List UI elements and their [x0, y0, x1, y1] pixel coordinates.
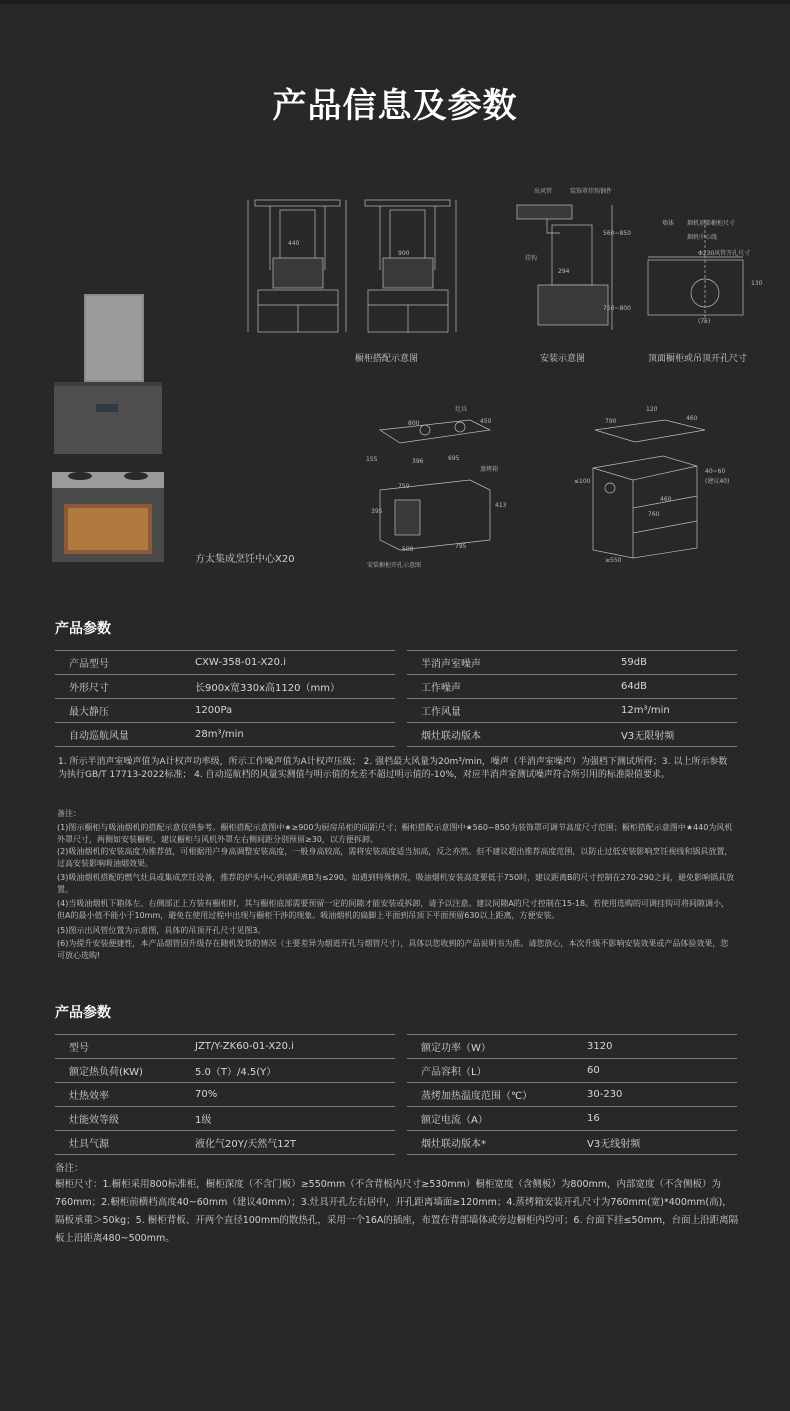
stove-label: 灶具 [455, 406, 468, 413]
dim-130: 130 [751, 280, 763, 287]
table-cell: 30-230 [573, 1083, 737, 1107]
table-cell: 1200Pa [181, 699, 401, 723]
dim-294: 294 [558, 268, 570, 275]
dim-40-60: 40~60 [705, 468, 726, 475]
table1-heading: 产品参数 [55, 621, 111, 637]
table-cell: 蒸烤加热温度范围（℃） [401, 1083, 573, 1107]
notes2-text: 橱柜尺寸：1.橱柜采用800标准柜，橱柜深度（不含门板）≥550mm（不含背板内尺寸≥530mm）橱柜宽度（含侧板）为800mm，内部宽度（不含侧板）为760mm；2.橱柜前横档高度40~60mm（建议40mm）；3.灶具开孔左右居中，开孔距离墙面≥120mm；4.蒸烤箱安装开孔尺寸为760mm(宽)*400mm(高)，隔板承重＞50kg；5. 橱柜背板、开两个直径100mm的散热孔，采用一个16A的插座，布置在背部墙体或旁边橱柜内均可；6. 台面下挂≤50mm，台面上沿距离隔板上沿距离480~500mm。 [55, 1179, 739, 1244]
table-cell: 12m³/min [607, 699, 737, 723]
product-image [52, 294, 164, 562]
dim-790: 790 [605, 418, 617, 425]
install-diagram [512, 185, 622, 340]
dim-560: 560~850 [603, 230, 631, 237]
dim-395: 395 [371, 508, 383, 515]
notes1-item: (2)吸油烟机的安装高度为推荐值，可根据用户身高调整安装高度，一般身高较高，需将安装高度适当加高，反之亦然。但不建议超出推荐高度范围，以防止过低安装影响烹饪视线和锅具放置，过高安装影响吸油烟效果。 [57, 847, 733, 868]
table-cell: 产品容积（L） [401, 1059, 573, 1083]
table-row [55, 1083, 737, 1107]
table-cell: 16 [573, 1107, 737, 1131]
table-cell: 3120 [573, 1035, 737, 1059]
table-row [55, 675, 737, 699]
dim-460b: 460 [660, 496, 672, 503]
cabinet-hole-caption: 安装橱柜开孔示意图 [367, 562, 422, 569]
table2-heading: 产品参数 [55, 1005, 111, 1021]
table-row [55, 1035, 737, 1059]
top-label-wall: 墙体 [662, 220, 675, 227]
table1-footnote: 1. 所示半消声室噪声值为A计权声功率级，所示工作噪声值为A计权声压级； 2. 强档最大风量为20m³/min，噪声（半消声室噪声）为强档下测试所得；3. 以上所示参数为执行GB/T 17713-2022标准； 4. 自动巡航档的风量实测值与明示值的允差不超过明示值的-10%，对应半消声室测试噪声符合所引用的标准限值要求。 [58, 757, 728, 780]
page-title: 产品信息及参数 [272, 86, 518, 126]
steamer-label: 蒸烤箱 [480, 466, 499, 473]
product-caption: 方太集成烹饪中心X20 [195, 554, 295, 565]
table-cell: JZT/Y-ZK60-01-X20.i [181, 1035, 401, 1059]
dim-900: 900 [398, 250, 410, 257]
table-cell: 工作风量 [401, 699, 607, 723]
table-cell: 额定电流（A） [401, 1107, 573, 1131]
dim-100: ≤100 [574, 478, 591, 485]
top-hole-caption: 顶面橱柜或吊顶开孔尺寸 [648, 354, 748, 364]
top-label-duct: Φ230风管开孔尺寸 [698, 250, 751, 257]
table-row [55, 651, 737, 675]
table-cell: 灶热效率 [55, 1083, 181, 1107]
dim-396: 396 [412, 458, 424, 465]
table-cell: 64dB [607, 675, 737, 699]
notes1-item: (4)当吸油烟机下箱体左、右侧部正上方装有橱柜时，其与橱柜底部需要预留一定的间隙才能安装或拆卸，请予以注意。建议间隙A的尺寸控制在15-18。若使用选购的可调挂钩可将间隙调小，但A的最小值不能小于10mm，避免在使用过程中出现与橱柜干涉的现象。吸油烟机的扁脚上平面到吊顶下平面预留630以上距离，方便安装。 [57, 899, 730, 920]
dim-450: 450 [480, 418, 492, 425]
notes1-title: 备注： [57, 809, 81, 818]
table-cell: 灶能效等级 [55, 1107, 181, 1131]
dim-75: (75) [698, 318, 711, 325]
dim-40-60-note: (建议40) [705, 478, 730, 485]
notes1-item: (1)图示橱柜与吸油烟机的搭配示意仅供参考。橱柜搭配示意图中★≥900为厨房吊柜的间距尺寸；橱柜搭配示意图中★560~850为装饰罩可调节高度尺寸范围；橱柜搭配示意图中★440为风机外罩尺寸，两侧如安装橱柜，建议橱柜与风机外罩左右侧间距分别预留≥30，以方便拆卸。 [57, 823, 733, 844]
table-cell: V3无线射频 [573, 1131, 737, 1155]
table-cell: 自动巡航风量 [55, 723, 181, 747]
dim-750b: 750 [398, 483, 410, 490]
table-row [55, 723, 737, 747]
top-label-panel: 烟机顶部橱柜尺寸 [687, 220, 736, 227]
table-cell: 额定功率（W） [401, 1035, 573, 1059]
table-cell: 5.0（T）/4.5(Y） [181, 1059, 401, 1083]
dim-550: ≥550 [605, 557, 622, 564]
dim-795: 795 [455, 543, 467, 550]
dim-695: 695 [448, 455, 460, 462]
table-cell: 型号 [55, 1035, 181, 1059]
table-cell: 59dB [607, 651, 737, 675]
notes1-item: (3)吸油烟机搭配的燃气灶具或集成烹饪设备，推荐的炉头中心到墙距离B为≤290。如遇到特殊情况，吸油烟机安装高度要低于750时，建议距离B的尺寸控制在270-290之间，避免影响锅具放置。 [57, 873, 734, 894]
table-cell: 额定热负荷(KW) [55, 1059, 181, 1083]
table-cell: 长900x宽330x高1120（mm） [181, 675, 401, 699]
top-border [0, 0, 790, 4]
table-cell: 外形尺寸 [55, 675, 181, 699]
install-label-hood: 出风管 [534, 188, 553, 195]
notes1-item: (6)为提升安装便捷性，本产品烟管因升级存在随机发货的情况（主要差异为烟道开孔与烟管尺寸），具体以您收到的产品说明书为准。请您放心，本次升级不影响安装效果或产品体验效果，您可放心选购! [57, 939, 729, 960]
table-cell: 1级 [181, 1107, 401, 1131]
cabinet-caption: 橱柜搭配示意图 [355, 354, 419, 364]
table-cell: 产品型号 [55, 651, 181, 675]
install-caption: 安装示意图 [540, 354, 586, 364]
table-row [55, 1059, 737, 1083]
table-cell: 半消声室噪声 [401, 651, 607, 675]
notes2-title: 备注： [55, 1163, 84, 1174]
install-label-hook: 挂钩 [525, 255, 538, 262]
dim-760: 760 [648, 511, 660, 518]
table-cell: CXW-358-01-X20.i [181, 651, 401, 675]
dim-750: 750~800 [603, 305, 631, 312]
spec-table-1 [55, 650, 737, 747]
table-cell: 灶具气源 [55, 1131, 181, 1155]
table-cell: V3无限射频 [607, 723, 737, 747]
cabinet-diagram [240, 180, 490, 350]
table-cell: 液化气20Y/天然气12T [181, 1131, 401, 1155]
dim-413: 413 [495, 502, 507, 509]
dim-508: 508 [402, 546, 414, 553]
dim-120: 120 [646, 406, 658, 413]
table-cell: 最大静压 [55, 699, 181, 723]
table-row [55, 1131, 737, 1155]
table-row [55, 699, 737, 723]
dim-440: 440 [288, 240, 300, 247]
table-cell: 28m³/min [181, 723, 401, 747]
notes1-item: (5)图示出风管位置为示意图，具体的吊顶开孔尺寸见图3。 [57, 926, 266, 935]
table-row [55, 1107, 737, 1131]
table-cell: 烟灶联动版本 [401, 723, 607, 747]
cabinet-3d-diagram [585, 408, 725, 568]
table-cell: 70% [181, 1083, 401, 1107]
table-cell: 60 [573, 1059, 737, 1083]
dim-800: 800 [408, 420, 420, 427]
table-cell: 工作噪声 [401, 675, 607, 699]
dim-155: 155 [366, 456, 378, 463]
stove-steamer-diagram [370, 405, 500, 560]
install-label-ceiling: 装饰罩挂钩钢件 [570, 188, 613, 195]
spec-table-2 [55, 1034, 737, 1155]
top-label-centerline: 烟机中心线 [687, 234, 718, 241]
dim-460: 460 [686, 415, 698, 422]
table-cell: 烟灶联动版本* [401, 1131, 573, 1155]
